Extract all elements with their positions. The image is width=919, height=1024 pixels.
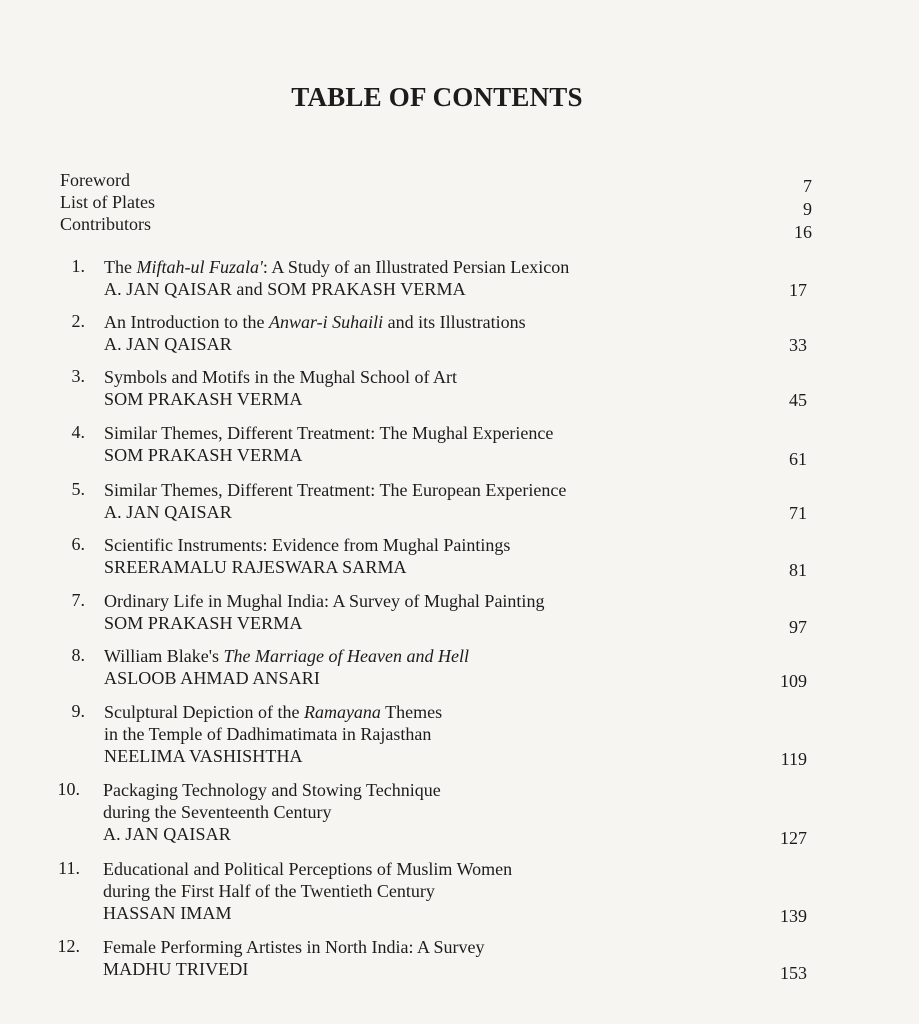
entry-number: 8. [71, 645, 85, 665]
front-item [60, 170, 812, 196]
entry-author: ASLOOB AHMAD ANSARI [104, 668, 320, 688]
entry-number: 7. [71, 590, 85, 610]
entry-page: 71 [789, 503, 807, 523]
entry-number: 12. [57, 936, 80, 956]
entry-number: 1. [71, 256, 85, 276]
entry-page: 139 [780, 906, 807, 926]
front-item [60, 214, 812, 242]
front-item [60, 192, 812, 219]
front-item-page: 16 [794, 222, 812, 242]
entry-page: 17 [789, 280, 807, 300]
entry-title: Packaging Technology and Stowing Technique [103, 780, 441, 800]
entry-number: 9. [71, 701, 85, 721]
entry-number: 6. [71, 534, 85, 554]
entry-page: 109 [780, 671, 807, 691]
front-item-label: Contributors [60, 214, 152, 234]
entry-title: Sculptural Depiction of the Ramayana Themes [104, 702, 443, 722]
front-item-page: 7 [803, 176, 812, 196]
front-item-page: 9 [803, 199, 812, 219]
entry-author: A. JAN QAISAR [104, 502, 232, 522]
entry-page: 153 [780, 963, 807, 983]
entry-title: Female Performing Artistes in North India: A Survey [103, 937, 485, 957]
entry-title: Symbols and Motifs in the Mughal School of Art [104, 367, 457, 387]
entry-title: Scientific Instruments: Evidence from Mughal Paintings [104, 535, 511, 555]
entry-title: An Introduction to the Anwar-i Suhaili and its Illustrations [104, 312, 526, 332]
entry-author: SOM PRAKASH VERMA [104, 445, 303, 465]
entry-page: 97 [789, 617, 807, 637]
entry-page: 33 [789, 335, 807, 355]
entry-title: Similar Themes, Different Treatment: The European Experience [104, 480, 567, 500]
entry-number: 2. [71, 311, 85, 331]
entry-number: 4. [71, 422, 85, 442]
entry-number: 3. [71, 366, 85, 386]
entry-author: HASSAN IMAM [103, 903, 232, 923]
entry-author: SOM PRAKASH VERMA [104, 613, 303, 633]
entry-title-continued: during the First Half of the Twentieth Century [103, 881, 435, 901]
entry-page: 61 [789, 449, 807, 469]
entry-title: Similar Themes, Different Treatment: The Mughal Experience [104, 423, 554, 443]
entry-page: 81 [789, 560, 807, 580]
entry-page: 45 [789, 390, 807, 410]
entry-title: Educational and Political Perceptions of Muslim Women [103, 859, 513, 879]
entry-author: SOM PRAKASH VERMA [104, 389, 303, 409]
entry-author: A. JAN QAISAR and SOM PRAKASH VERMA [104, 279, 466, 299]
entry-title-continued: in the Temple of Dadhimatimata in Rajasthan [104, 724, 432, 744]
entry-number: 5. [71, 479, 85, 499]
entry-author: SREERAMALU RAJESWARA SARMA [104, 557, 407, 577]
entry-page: 127 [780, 828, 807, 848]
entry-title: Ordinary Life in Mughal India: A Survey of Mughal Painting [104, 591, 545, 611]
entry-title: The Miftah-ul Fuzala': A Study of an Illustrated Persian Lexicon [104, 257, 570, 277]
entry-number: 10. [57, 779, 80, 799]
front-item-label: List of Plates [60, 192, 155, 212]
entry-title: William Blake's The Marriage of Heaven and Hell [104, 646, 469, 666]
entry-title-continued: during the Seventeenth Century [103, 802, 332, 822]
entry-number: 11. [58, 858, 80, 878]
entry-author: MADHU TRIVEDI [103, 959, 249, 979]
entry-author: A. JAN QAISAR [104, 334, 232, 354]
entry-author: NEELIMA VASHISHTHA [104, 746, 303, 766]
entry-author: A. JAN QAISAR [103, 824, 231, 844]
page-title: TABLE OF CONTENTS [291, 82, 583, 112]
entry-page: 119 [780, 749, 807, 769]
front-item-label: Foreword [60, 170, 130, 190]
